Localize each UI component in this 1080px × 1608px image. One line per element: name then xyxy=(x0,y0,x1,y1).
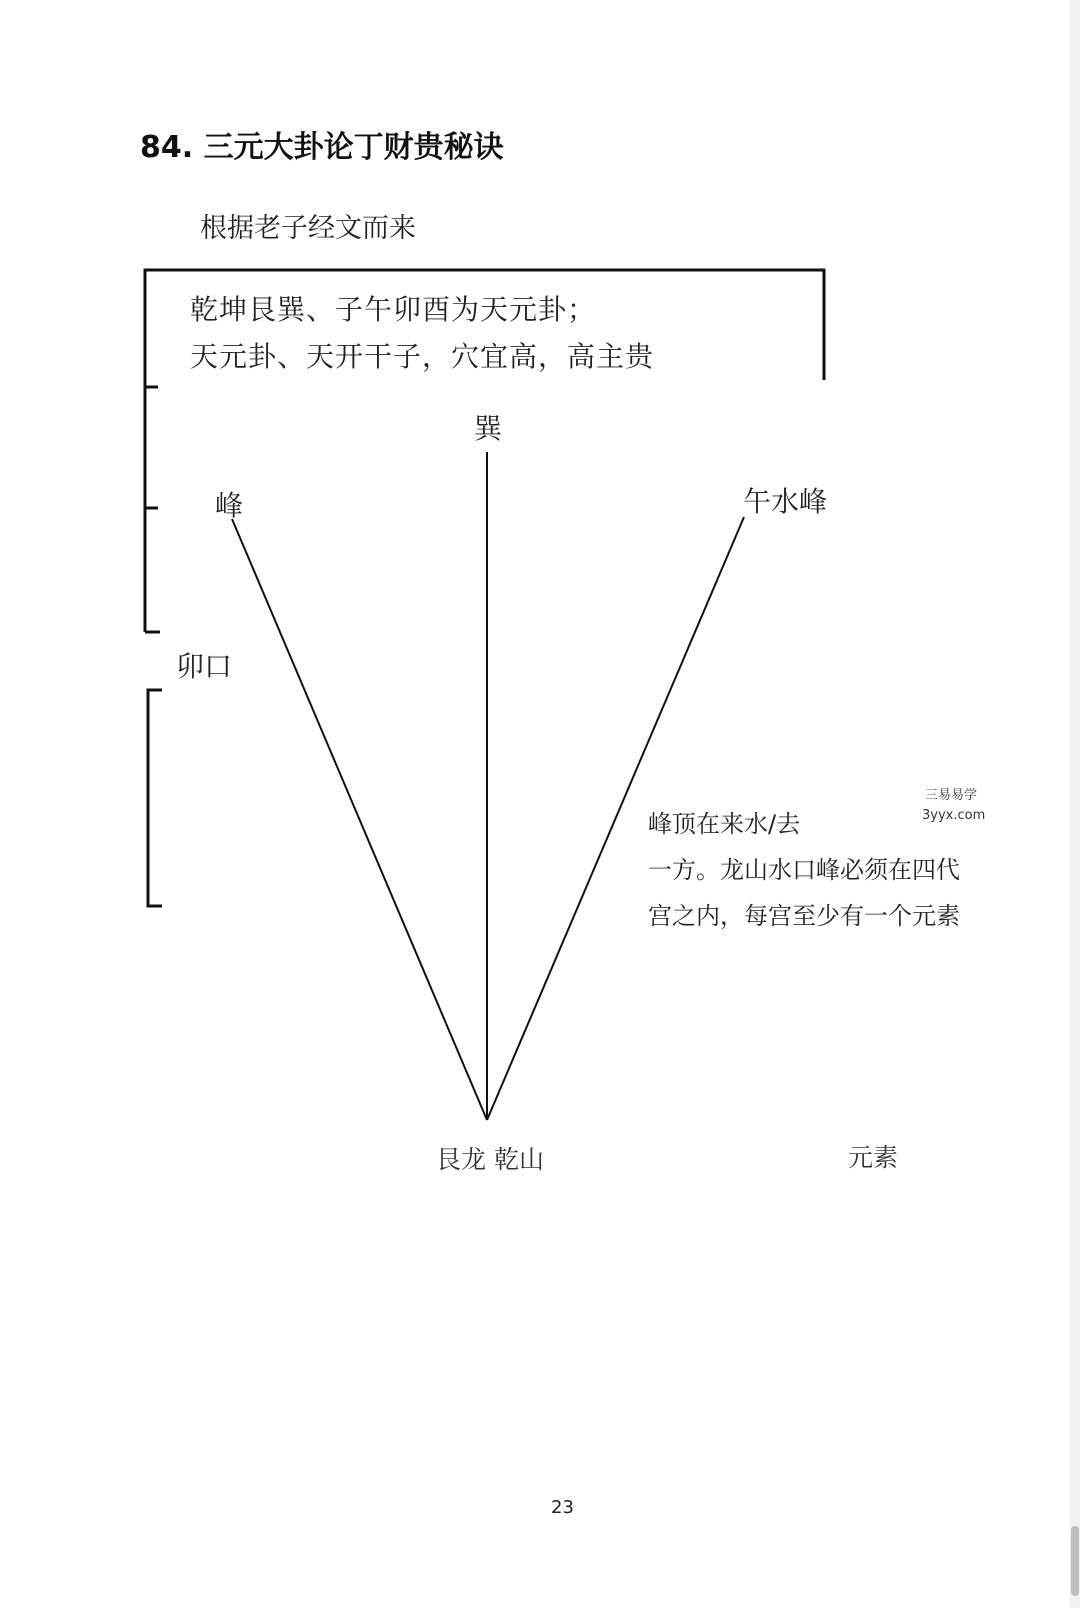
note-line-3: 宫之内，每宫至少有一个元素 xyxy=(648,902,960,930)
page-number: 23 xyxy=(551,1497,574,1518)
section-number: 84. xyxy=(140,130,194,165)
box-line-1: 乾坤艮巽、子午卯酉为天元卦； xyxy=(190,293,597,326)
box-line-2: 天元卦、天开干子，穴宜高，高主贵 xyxy=(190,340,655,373)
subtitle: 根据老子经文而来 xyxy=(200,213,416,244)
water-mouth-label: 卯口 xyxy=(176,650,233,683)
top-label: 巽 xyxy=(474,412,503,445)
section-title: 三元大卦论丁财贵秘诀 xyxy=(203,130,504,165)
note-line-1: 峰顶在来水/去 xyxy=(648,810,801,838)
watermark-name: 三易易学 xyxy=(925,788,978,803)
left-peak-label: 峰 xyxy=(215,489,244,522)
left-line xyxy=(232,519,487,1120)
watermark-site: 3yyx.com xyxy=(922,808,986,823)
element-label: 元素 xyxy=(848,1143,899,1172)
bottom-label: 艮龙 乾山 xyxy=(436,1145,544,1174)
scrollbar[interactable] xyxy=(1070,0,1080,1608)
scrollbar-thumb[interactable] xyxy=(1071,1526,1079,1596)
note-line-2: 一方。龙山水口峰必须在四代 xyxy=(648,856,960,884)
right-peak-label: 午水峰 xyxy=(743,485,828,518)
lower-bracket xyxy=(148,690,162,906)
